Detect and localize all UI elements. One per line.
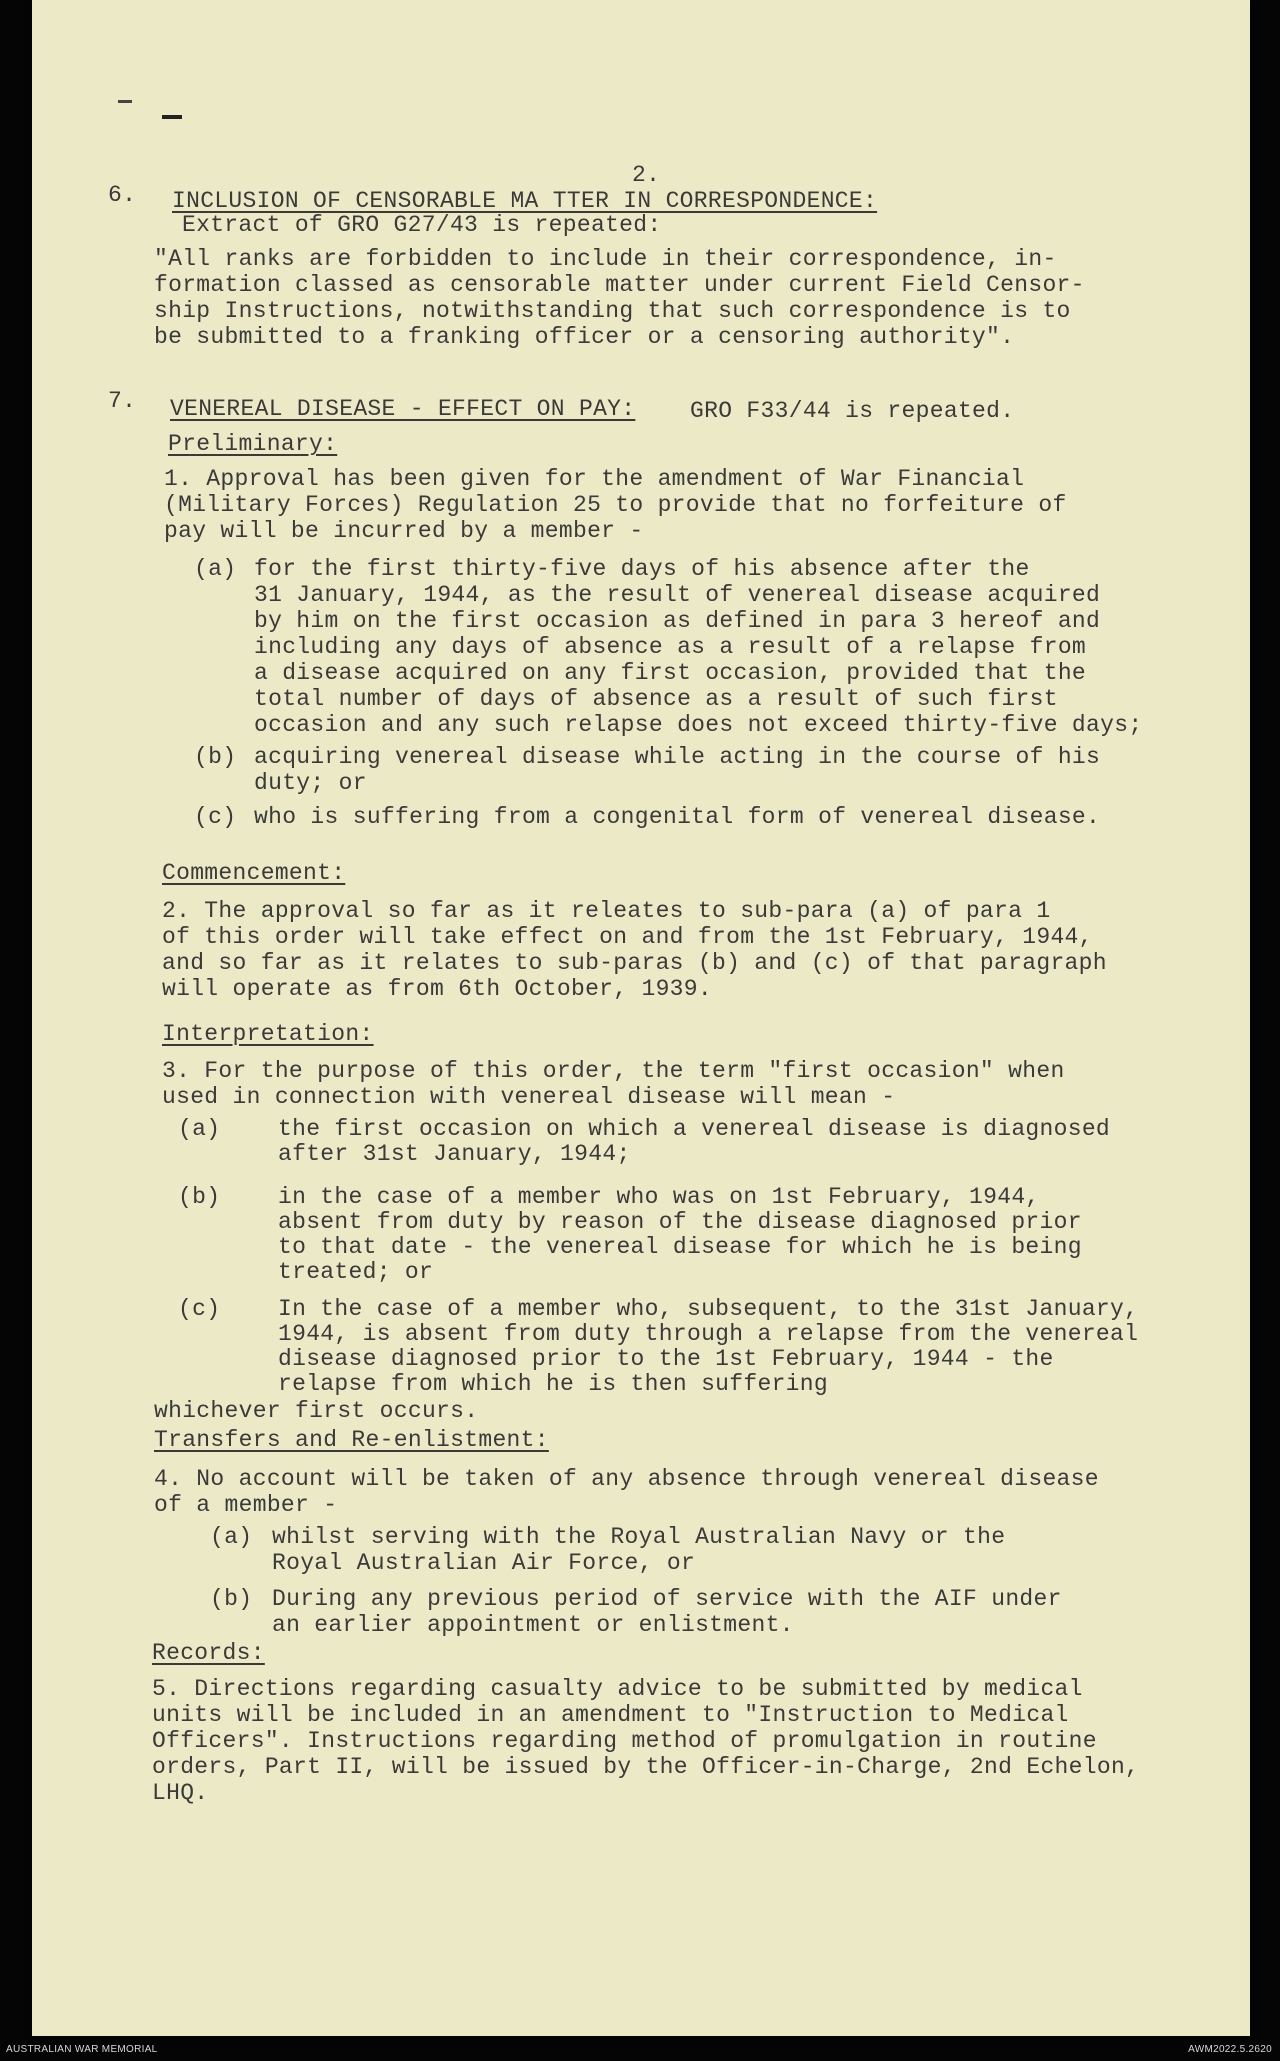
sub-item-line: a disease acquired on any first occasion, provided that the (254, 660, 1087, 686)
section-7-heading: VENEREAL DISEASE - EFFECT ON PAY: (170, 396, 636, 422)
sub-item-line: treated; or (278, 1259, 434, 1285)
interpretation-closing: whichever first occurs. (154, 1398, 479, 1424)
section-7-heading-suffix: GRO F33/44 is repeated. (690, 398, 1015, 424)
sub-item-line: disease diagnosed prior to the 1st February, 1944 - the (278, 1346, 1054, 1372)
preliminary-title: Preliminary: (168, 431, 338, 457)
commencement-title: Commencement: (162, 860, 346, 886)
paragraph-line: units will be included in an amendment to "Instruction to Medical (152, 1702, 1069, 1728)
paragraph-line: formation classed as censorable matter under current Field Censor- (154, 272, 1085, 298)
sub-item-line: relapse from which he is then suffering (278, 1371, 828, 1397)
sub-item-line: During any previous period of service with the AIF under (272, 1586, 1062, 1612)
transfers-title: Transfers and Re-enlistment: (154, 1427, 549, 1453)
sub-item-line: 31 January, 1944, as the result of venereal disease acquired (254, 582, 1101, 608)
sub-item-label: (c) (194, 804, 237, 830)
ink-mark (162, 115, 182, 119)
sub-item-line: absent from duty by reason of the disease diagnosed prior (278, 1209, 1082, 1235)
sub-item-line: for the first thirty-five days of his absence after the (254, 556, 1030, 582)
sub-item-label: (b) (194, 744, 237, 770)
footer-bar (0, 2036, 1280, 2061)
sub-item-label: (b) (178, 1184, 221, 1210)
sub-item-line: who is suffering from a congenital form of venereal disease. (254, 804, 1101, 830)
paragraph-line: used in connection with venereal disease will mean - (162, 1084, 896, 1110)
sub-item-line: an earlier appointment or enlistment. (272, 1612, 794, 1638)
sub-item-label: (c) (178, 1296, 221, 1322)
sub-item-line: duty; or (254, 770, 367, 796)
section-6-heading: INCLUSION OF CENSORABLE MA TTER IN CORRESPONDENCE: (172, 188, 878, 214)
sub-item-label: (a) (194, 556, 237, 582)
paragraph-line: 1. Approval has been given for the amendment of War Financial (164, 466, 1025, 492)
paragraph-line: 5. Directions regarding casualty advice to be submitted by medical (152, 1676, 1083, 1702)
sub-item-label: (b) (210, 1586, 253, 1612)
sub-item-line: Royal Australian Air Force, or (272, 1550, 696, 1576)
sub-item-line: In the case of a member who, subsequent, to the 31st January, (278, 1296, 1139, 1322)
sub-item-line: after 31st January, 1944; (278, 1141, 631, 1167)
paragraph-line: (Military Forces) Regulation 25 to provide that no forfeiture of (164, 492, 1067, 518)
paragraph-line: 4. No account will be taken of any absence through venereal disease (154, 1466, 1099, 1492)
paragraph-line: pay will be incurred by a member - (164, 518, 644, 544)
document-page (32, 0, 1250, 2036)
paragraph-line: "All ranks are forbidden to include in their correspondence, in- (154, 246, 1057, 272)
section-7-number: 7. (108, 388, 137, 414)
section-6-number: 6. (108, 182, 137, 208)
footer-institution: AUSTRALIAN WAR MEMORIAL (6, 2044, 158, 2055)
paragraph-line: will operate as from 6th October, 1939. (162, 976, 712, 1002)
sub-item-line: in the case of a member who was on 1st February, 1944, (278, 1184, 1040, 1210)
records-title: Records: (152, 1640, 265, 1666)
page-number: 2. (632, 162, 661, 188)
sub-item-line: the first occasion on which a venereal disease is diagnosed (278, 1116, 1111, 1142)
paragraph-line: Officers". Instructions regarding method of promulgation in routine (152, 1728, 1097, 1754)
sub-item-label: (a) (178, 1116, 221, 1142)
ink-mark (118, 100, 132, 103)
paragraph-line: 3. For the purpose of this order, the term "first occasion" when (162, 1058, 1065, 1084)
section-6-extract: Extract of GRO G27/43 is repeated: (182, 212, 662, 238)
sub-item-line: total number of days of absence as a result of such first (254, 686, 1058, 712)
paragraph-line: 2. The approval so far as it releates to sub-para (a) of para 1 (162, 898, 1051, 924)
paragraph-line: of this order will take effect on and from the 1st February, 1944, (162, 924, 1093, 950)
sub-item-label: (a) (210, 1524, 253, 1550)
footer-accession-number: AWM2022.5.2620 (1188, 2044, 1272, 2055)
sub-item-line: by him on the first occasion as defined in para 3 hereof and (254, 608, 1101, 634)
paragraph-line: LHQ. (152, 1780, 209, 1806)
sub-item-line: including any days of absence as a result of a relapse from (254, 634, 1087, 660)
paragraph-line: and so far as it relates to sub-paras (b) and (c) of that paragraph (162, 950, 1107, 976)
sub-item-line: 1944, is absent from duty through a relapse from the venereal (278, 1321, 1139, 1347)
sub-item-line: whilst serving with the Royal Australian Navy or the (272, 1524, 1006, 1550)
paragraph-line: of a member - (154, 1492, 338, 1518)
sub-item-line: acquiring venereal disease while acting in the course of his (254, 744, 1101, 770)
sub-item-line: to that date - the venereal disease for which he is being (278, 1234, 1082, 1260)
paragraph-line: be submitted to a franking officer or a censoring authority". (154, 324, 1015, 350)
sub-item-line: occasion and any such relapse does not exceed thirty-five days; (254, 712, 1143, 738)
paragraph-line: ship Instructions, notwithstanding that such correspondence is to (154, 298, 1071, 324)
paragraph-line: orders, Part II, will be issued by the Officer-in-Charge, 2nd Echelon, (152, 1754, 1140, 1780)
interpretation-title: Interpretation: (162, 1021, 374, 1047)
